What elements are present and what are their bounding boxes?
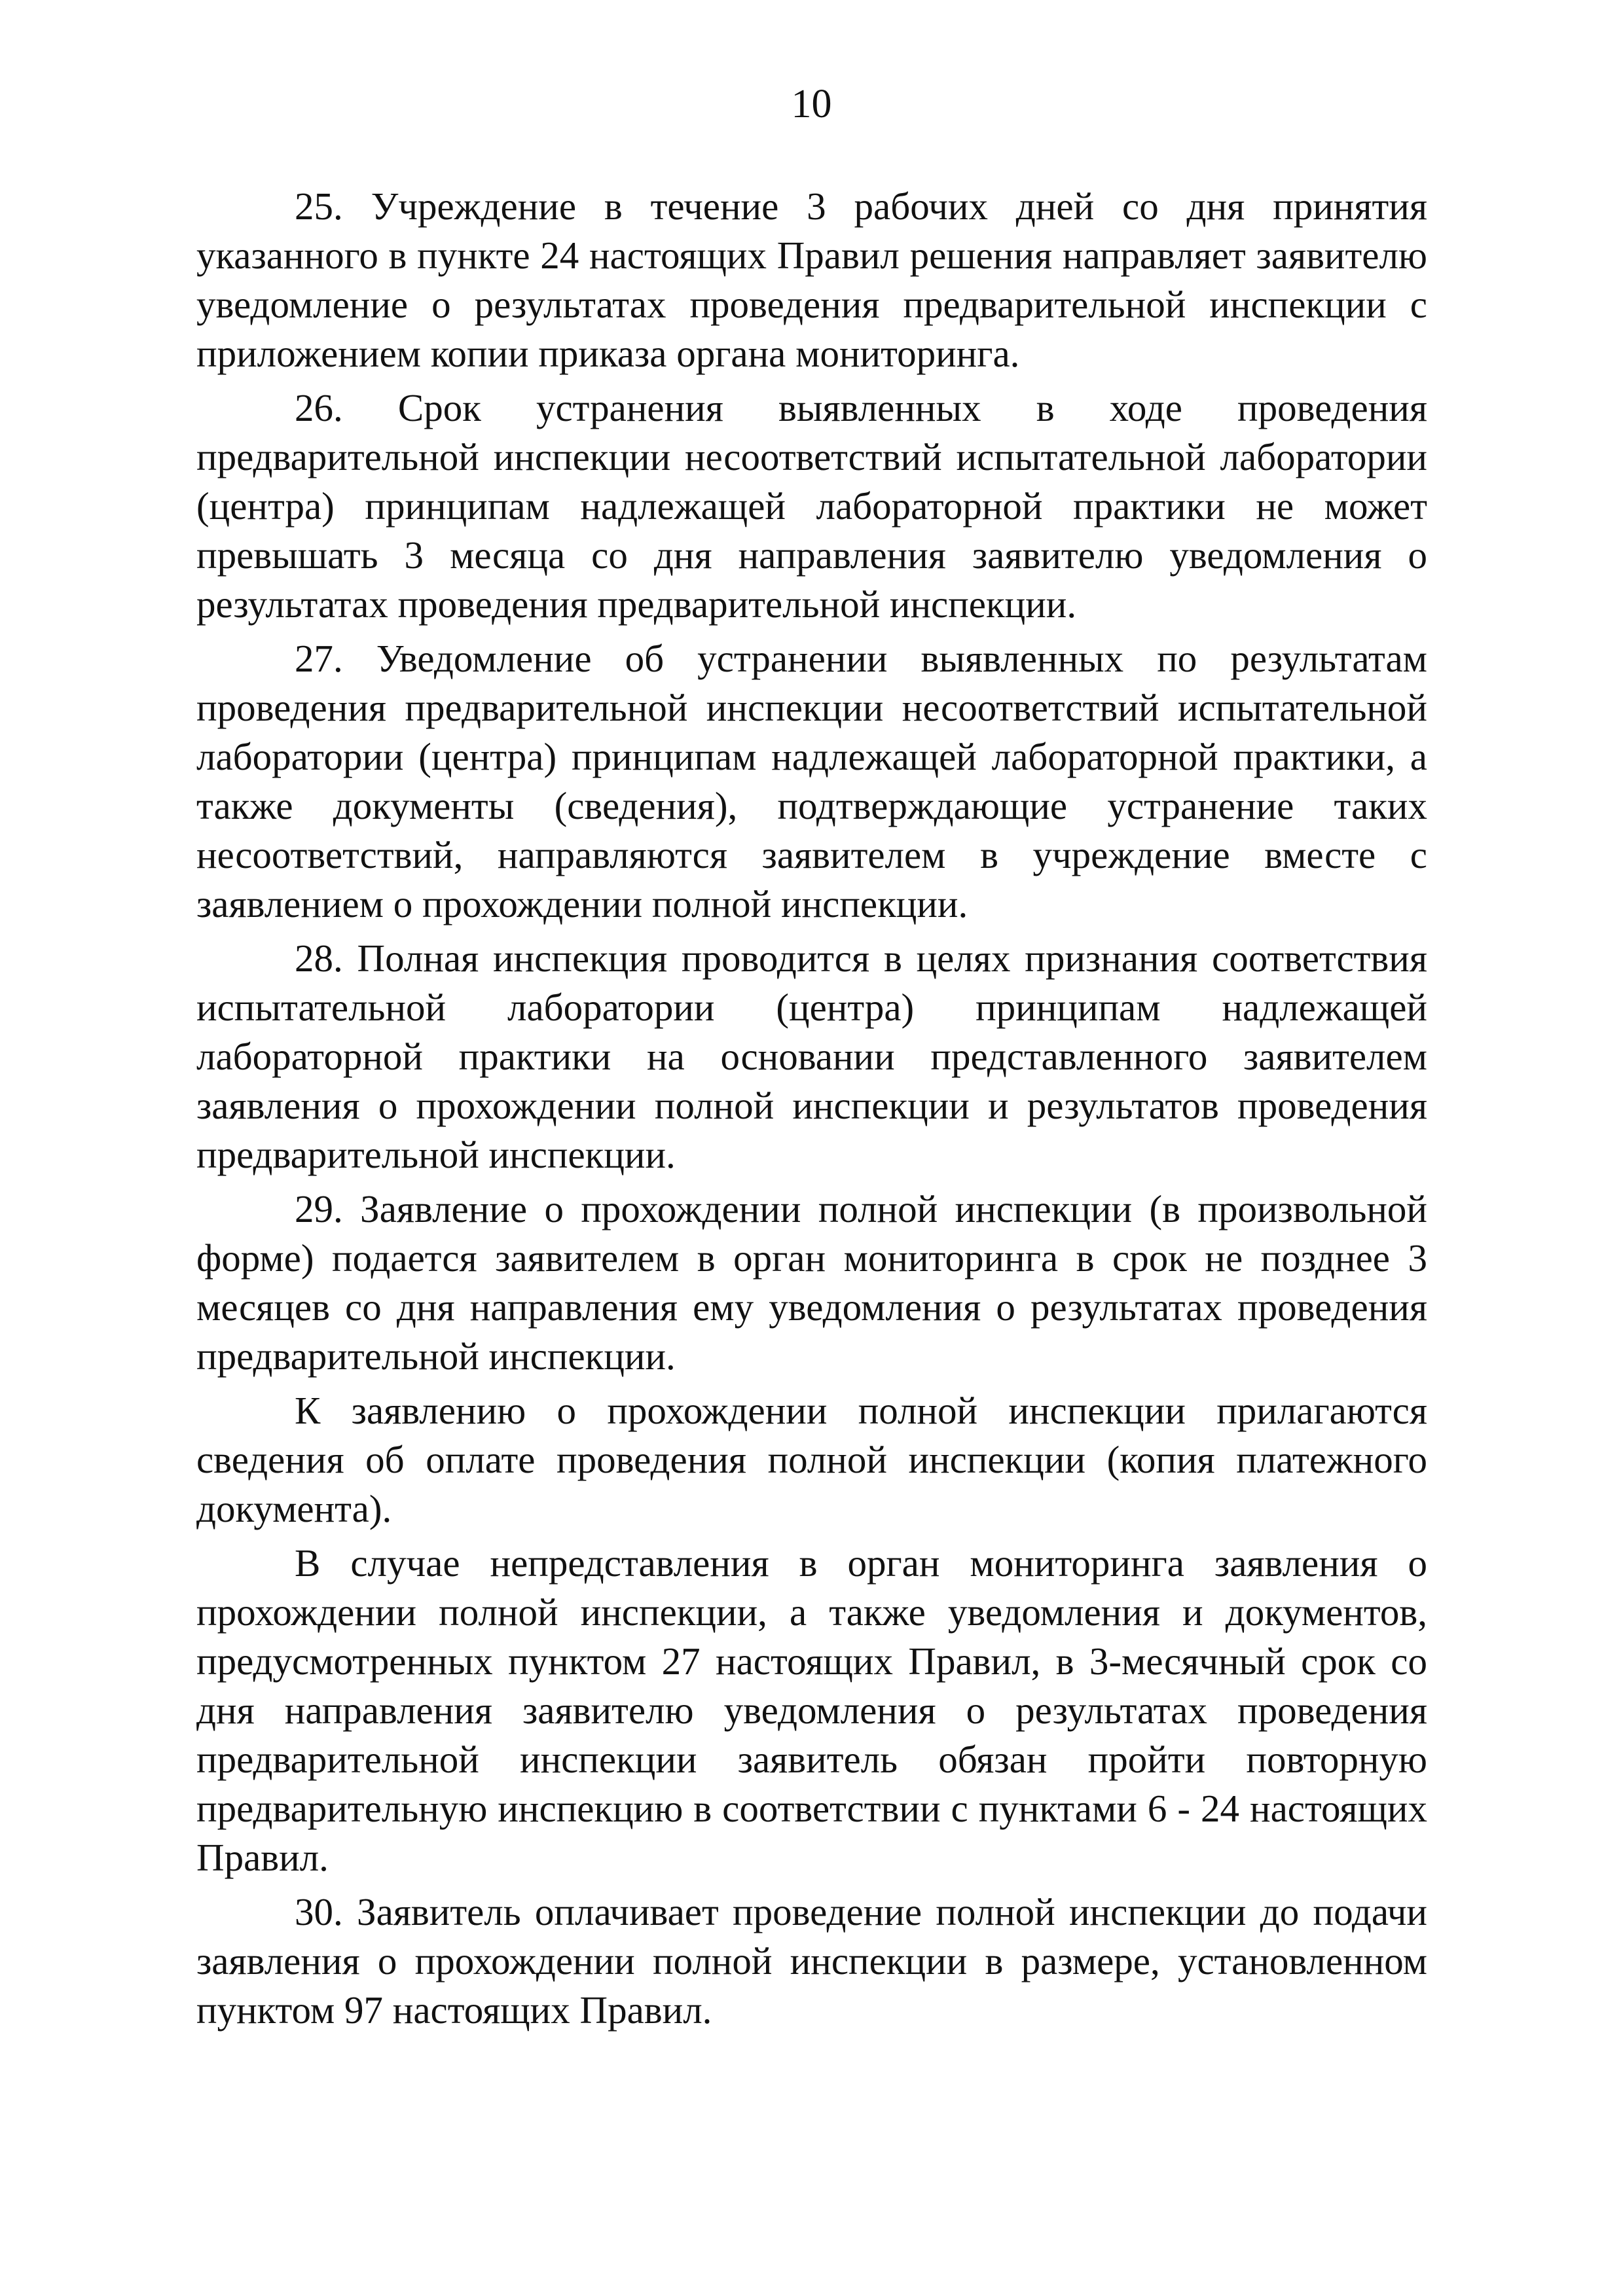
paragraph-28: 28. Полная инспекция проводится в целях признания соответствия испытательной лаборатории (центра) принципам надлежащей лабораторной практики на основании представленного заявителем заявления о прохождении полной инспекции и результатов проведения предварительной инспекции.: [196, 937, 1427, 1176]
paragraph-30: 30. Заявитель оплачивает проведение полной инспекции до подачи заявления о прохождении полной инспекции в размере, установленном пунктом 97 настоящих Правил.: [196, 1890, 1427, 2032]
paragraph-29-nonsubmission: В случае непредставления в орган мониторинга заявления о прохождении полной инспекции, а также уведомления и документов, предусмотренных пунктом 27 настоящих Правил, в 3-месячный срок со дня направления заявителю уведомления о результатах проведения предварительной инспекции заявитель обязан пройти повторную предварительную инспекцию в соответствии с пунктами 6 - 24 настоящих Правил.: [196, 1541, 1427, 1879]
paragraph-29-attachments: К заявлению о прохождении полной инспекции прилагаются сведения об оплате проведения полной инспекции (копия платежного документа).: [196, 1389, 1427, 1530]
paragraph-26: 26. Срок устранения выявленных в ходе проведения предварительной инспекции несоответствий испытательной лаборатории (центра) принципам надлежащей лабораторной практики не может превышать 3 месяца со дня направления заявителю уведомления о результатах проведения предварительной инспекции.: [196, 386, 1427, 626]
paragraph-27: 27. Уведомление об устранении выявленных по результатам проведения предварительной инспекции несоответствий испытательной лаборатории (центра) принципам надлежащей лабораторной практики, а также документы (сведения), подтверждающие устранение таких несоответствий, направляются заявителем в учреждение вместе с заявлением о прохождении полной инспекции.: [196, 637, 1427, 925]
paragraph-29: 29. Заявление о прохождении полной инспекции (в произвольной форме) подается заявителем в орган мониторинга в срок не позднее 3 месяцев со дня направления ему уведомления о результатах проведения предварительной инспекции.: [196, 1187, 1427, 1378]
document-body: [196, 182, 1427, 2040]
page-number: 10: [791, 82, 832, 126]
paragraph-25: 25. Учреждение в течение 3 рабочих дней со дня принятия указанного в пункте 24 настоящих Правил решения направляет заявителю уведомление о результатах проведения предварительной инспекции с приложением копии приказа органа мониторинга.: [196, 185, 1427, 375]
